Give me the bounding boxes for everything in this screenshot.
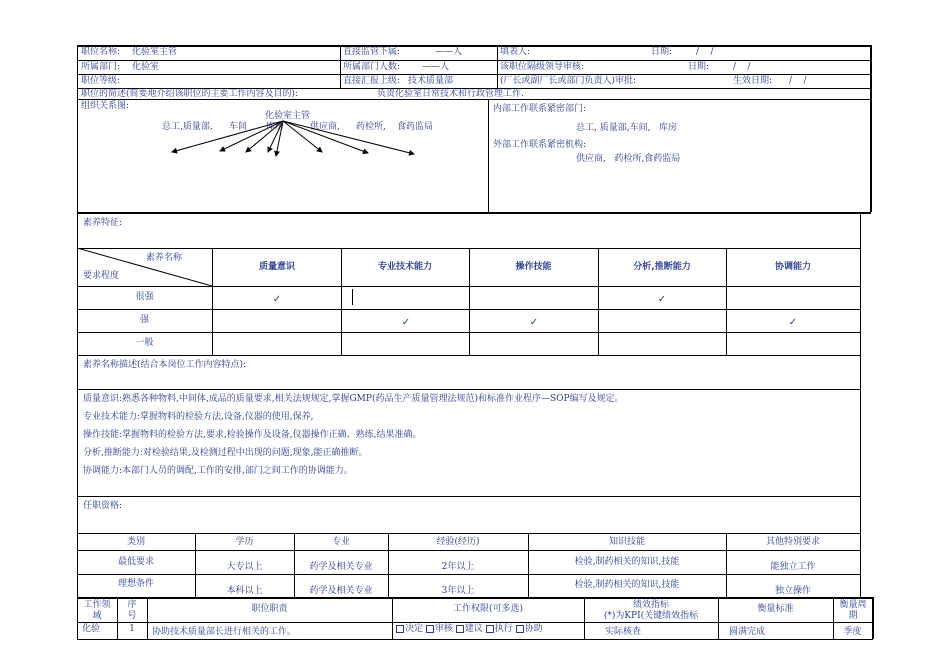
duty-header-standard: 衡量标准 [757, 604, 794, 614]
duty-period: 季度 [843, 627, 862, 637]
check-mark: ✓ [788, 317, 798, 328]
qual-ideal-skills: 检验,制药相关的知识,技能 [574, 580, 680, 590]
org-party-5: 药检所, [356, 122, 386, 132]
reviewer-date-value: / / [733, 62, 751, 72]
qual-header-category: 类别 [126, 537, 145, 547]
reviewer-label: 该职位隔级领导审核: [500, 62, 585, 72]
level-average: 一般 [135, 338, 154, 348]
qual-ideal-experience: 3年以上 [441, 586, 475, 596]
col-coordination: 协调能力 [774, 262, 811, 272]
position-name-label: 职位名称: [81, 47, 121, 57]
duty-header-area: 工作领域 [83, 600, 111, 621]
check-mark: ✓ [401, 317, 411, 328]
approval-label: (厂长或副厂长或部门负责人)审批: [500, 76, 637, 86]
duty-text: 协助技术质量部长进行相关的工作。 [152, 627, 297, 637]
right-review-label: 审核 [434, 624, 453, 634]
reviewer-date-label: 日期: [688, 62, 710, 72]
org-arrow [283, 121, 368, 153]
external-label: 外部工作联系紧密机构: [493, 140, 587, 150]
org-arrow [283, 121, 414, 154]
date-value: / / [696, 47, 714, 57]
summary: 负责化验室日常技术和行政管理工作. [377, 89, 524, 99]
position-name: 化验室主管 [132, 47, 178, 57]
org-party-3: 库房 [266, 122, 285, 132]
desc-analysis: 分析,推断能力:对检验结果,及检测过程中出现的问题,现象,能正确推断。 [83, 448, 368, 458]
desc-quality: 质量意识:熟悉各种物料,中间体,成品的质量要求,相关法规规定,掌握GMP(药品生产质量管理法规范)和标准作业程序—SOP编写及规定。 [83, 394, 624, 404]
qual-min-category: 最低要求 [117, 557, 154, 567]
right-execute-label: 执行 [494, 624, 513, 634]
corner-bottom: 要求程度 [83, 271, 120, 281]
checkbox-icon [426, 625, 434, 633]
internal-label: 内部工作联系紧密部门: [493, 104, 587, 114]
external-list: 供应商, 药检所,食药监局 [576, 154, 681, 164]
qualification-label: 任职资格: [83, 501, 123, 511]
report-to: 技术质量部 [408, 76, 454, 86]
qual-header-education: 学历 [235, 537, 254, 547]
date-label: 日期: [651, 47, 673, 57]
qual-header-skills: 知识技能 [608, 537, 645, 547]
org-party-2: 车间 [229, 122, 248, 132]
duty-standard: 圆满完成 [729, 627, 766, 637]
duty-header-no: 序号 [127, 600, 137, 621]
qual-min-other: 能独立工作 [770, 562, 816, 572]
department-headcount-label: 所属部门人数: [343, 62, 401, 72]
effective-date-label: 生效日期: [733, 76, 773, 86]
duty-no: 1 [129, 624, 135, 634]
col-technical: 专业技术能力 [377, 262, 432, 272]
duty-header-rights: 工作权限(可多选) [452, 604, 524, 614]
check-mark: ✓ [657, 294, 667, 305]
department: 化验室 [132, 62, 160, 72]
qual-min-experience: 2年以上 [441, 562, 475, 572]
duty-kpi: 实际核查 [604, 627, 641, 637]
qual-ideal-other: 独立操作 [774, 586, 811, 596]
duty-header-period: 衡量周期 [839, 600, 867, 621]
qual-header-other: 其他特别要求 [765, 537, 820, 547]
col-quality: 质量意识 [258, 262, 295, 272]
right-execute-checkbox[interactable] [486, 624, 513, 634]
desc-operation: 操作技能:掌握物料的检验方法,要求,检验操作及设备,仪器操作正确、熟练,结果准确。 [83, 430, 422, 440]
duty-area: 化验 [82, 624, 101, 634]
direct-subordinates: ——人 [435, 47, 463, 57]
right-suggest-checkbox[interactable] [456, 624, 483, 634]
effective-date-value: / / [789, 76, 807, 86]
corner-top: 素养名称 [146, 253, 183, 263]
org-label: 组织关系图: [81, 101, 130, 111]
grade-label: 职位等级: [81, 76, 121, 86]
qual-header-experience: 经验(经历) [436, 537, 480, 547]
checkbox-icon [516, 625, 524, 633]
qual-ideal-education: 本科以上 [226, 586, 263, 596]
org-party-4: 供应商, [310, 122, 340, 132]
checkbox-icon [396, 625, 404, 633]
checkbox-icon [456, 625, 464, 633]
right-assist-checkbox[interactable] [516, 624, 543, 634]
org-arrow [268, 121, 283, 152]
check-mark: ✓ [272, 294, 282, 305]
col-analysis: 分析,推断能力 [633, 262, 691, 272]
qual-min-major: 药学及相关专业 [309, 562, 373, 572]
competency-label: 素养特征: [83, 218, 123, 228]
duty-header-kpi: 绩效指标 [632, 600, 669, 610]
department-headcount: ——人 [422, 62, 450, 72]
right-decide-label: 决定 [405, 624, 424, 634]
rights-options [396, 624, 543, 635]
summary-label: 职位的简述(简要地介绍该职位的主要工作内容及目的): [81, 89, 299, 99]
qual-header-major: 专业 [331, 537, 350, 547]
right-review-checkbox[interactable] [426, 624, 453, 634]
desc-coordination: 协调能力:本部门人员的调配,工作的安排,部门之间工作的协调能力。 [83, 466, 353, 476]
duty-header-duty: 职位职责 [251, 604, 288, 614]
internal-list: 总工, 质量部,车间, 库房 [576, 123, 678, 133]
qual-ideal-category: 理想条件 [117, 579, 154, 589]
qual-min-education: 大专以上 [226, 562, 263, 572]
qual-min-skills: 检验,制药相关的知识,技能 [574, 557, 680, 567]
report-to-label: 直接汇报上级: [343, 76, 401, 86]
org-center: 化验室主管 [265, 111, 311, 121]
qual-ideal-major: 药学及相关专业 [309, 586, 373, 596]
level-very-strong: 很强 [135, 292, 154, 302]
text-cursor [352, 289, 353, 305]
desc-technical: 专业技术能力:掌握物料的检验方法,设备,仪器的使用,保养, [83, 412, 314, 422]
org-party-6: 食药监局 [397, 122, 434, 132]
right-assist-label: 协助 [524, 624, 543, 634]
org-party-1: 总工,质量部, [162, 122, 213, 132]
checkbox-icon [486, 625, 494, 633]
desc-label: 素养名称描述(结合本岗位工作内容特点): [83, 360, 247, 370]
filled-by-label: 填表人: [500, 47, 531, 57]
level-strong: 强 [139, 315, 149, 325]
right-decide-checkbox[interactable] [396, 624, 423, 634]
direct-subordinates-label: 直接监管下属: [343, 47, 401, 57]
department-label: 所属部门: [81, 62, 121, 72]
duty-header-kpi-note: (*)为KPI(关键绩效指标 [603, 611, 699, 621]
right-suggest-label: 建议 [464, 624, 483, 634]
check-mark: ✓ [529, 317, 539, 328]
col-operation: 操作技能 [515, 262, 552, 272]
